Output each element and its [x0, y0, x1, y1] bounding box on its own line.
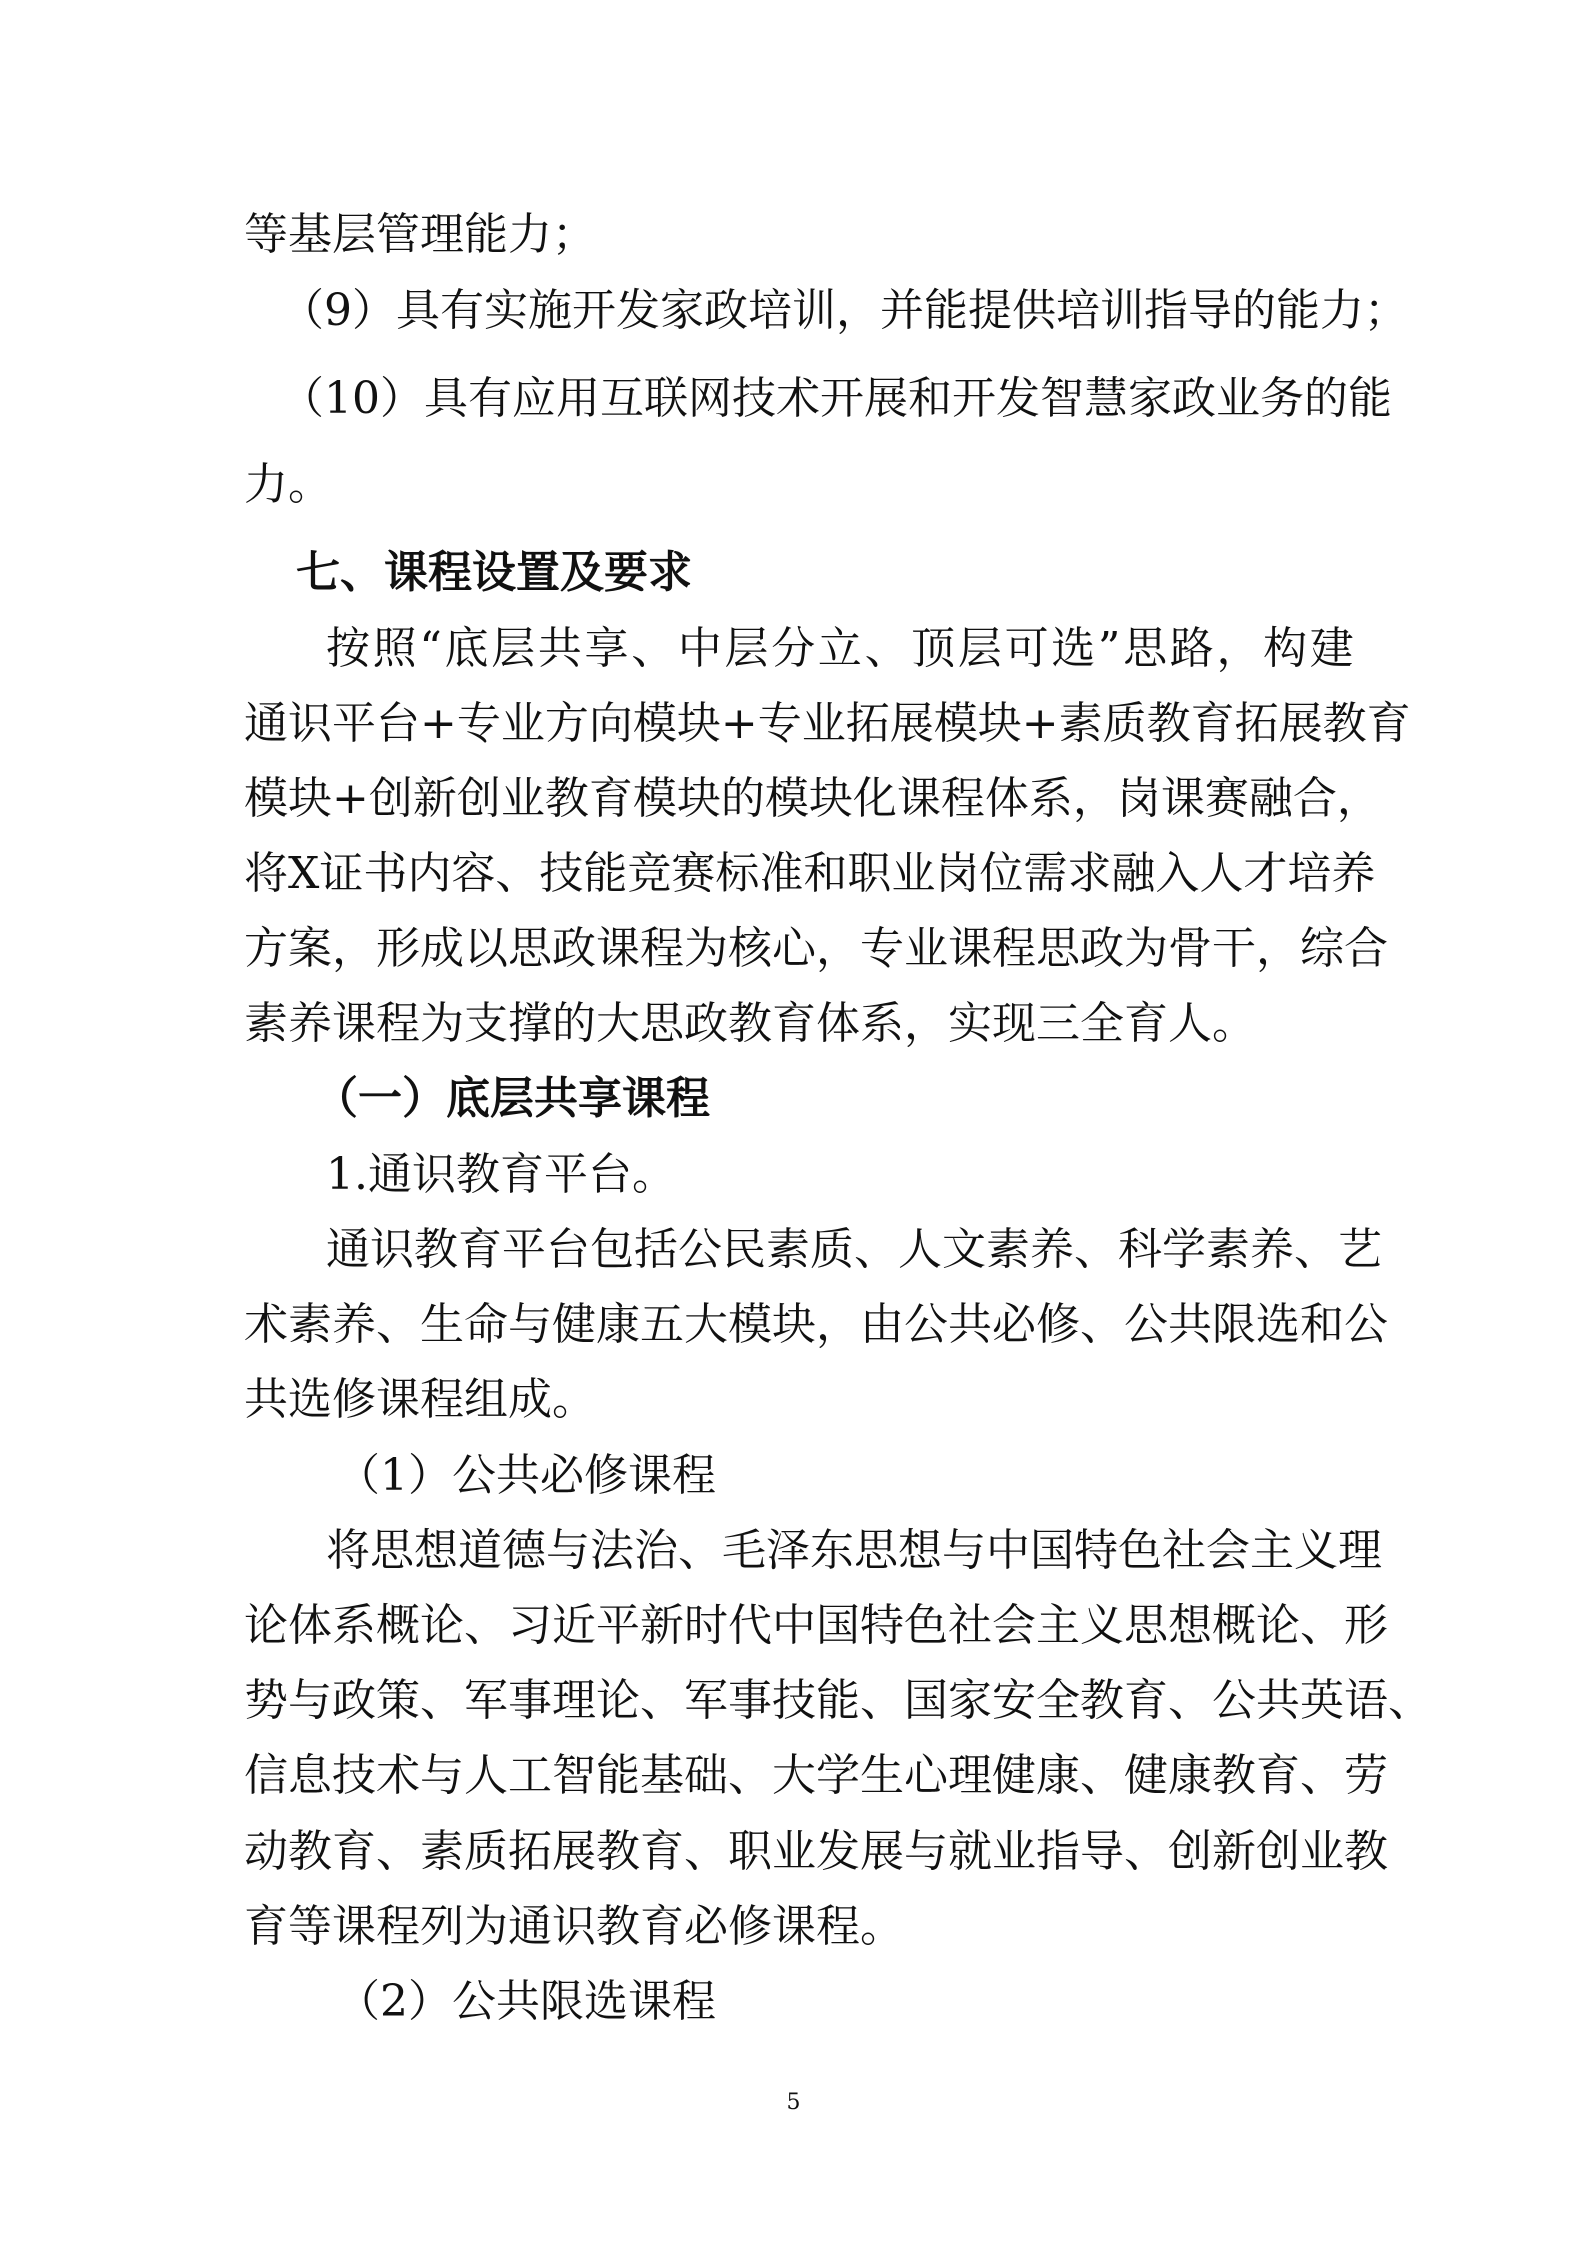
text-line-6: 按 照 “ 底 层 共 享 、 中 层 分 立 、 顶 层 可 选 ” 思 路 ， 构 建 [326, 623, 1354, 674]
text-line-13: 1.通识教育平台。 [326, 1149, 676, 1200]
section-heading: 七、课程设置及要求 [296, 547, 692, 598]
text-line-21: 信 息 技 术 与 人 工 智 能 基 础 、 大 学 生 心 理 健 康 、 健 康 教 育 、 劳 [244, 1750, 1388, 1801]
text-line-23: 育等课程列为通识教育必修课程。 [244, 1901, 904, 1952]
text-line-2: （ 9 ） 具 有 实 施 开 发 家 政 培 训 ， 并 能 提 供 培 训 指 导 的 能 力 ； [280, 285, 1408, 336]
text-line-19: 论 体 系 概 论 、 习 近 平 新 时 代 中 国 特 色 社 会 主 义 思 想 概 论 、 形 [244, 1600, 1388, 1651]
text-line-20: 势 与 政 策 、 军 事 理 论 、 军 事 技 能 、 国 家 安 全 教 育 、 公 共 英 语 、 [244, 1675, 1432, 1726]
text-line-8: 模 块 + 创 新 创 业 教 育 模 块 的 模 块 化 课 程 体 系 ， 岗 课 赛 融 合 ， [244, 773, 1381, 824]
text-line-15: 术 素 养 、 生 命 与 健 康 五 大 模 块 ， 由 公 共 必 修 、 公 共 限 选 和 公 [244, 1299, 1388, 1350]
text-line-11: 素养课程为支撑的大思政教育体系，实现三全育人。 [244, 998, 1256, 1049]
text-line-1: 等基层管理能力； [244, 209, 596, 260]
subsection-heading: （一）底层共享课程 [314, 1073, 710, 1124]
text-line-24: （2）公共限选课程 [336, 1976, 716, 2027]
text-line-4: 力。 [244, 459, 332, 510]
page-number: 5 [786, 2090, 801, 2115]
text-line-10: 方 案 ， 形 成 以 思 政 课 程 为 核 心 ， 专 业 课 程 思 政 为 骨 干 ， 综 合 [244, 923, 1388, 974]
text-line-9: 将 X 证 书 内 容 、 技 能 竞 赛 标 准 和 职 业 岗 位 需 求 融 入 人 才 培 养 [244, 848, 1376, 899]
text-line-17: （1）公共必修课程 [336, 1450, 716, 1501]
text-line-18: 将 思 想 道 德 与 法 治 、 毛 泽 东 思 想 与 中 国 特 色 社 会 主 义 理 [326, 1525, 1382, 1576]
text-line-3: （ 10 ） 具 有 应 用 互 联 网 技 术 开 展 和 开 发 智 慧 家 政 业 务 的 能 [280, 373, 1392, 424]
text-line-22: 动 教 育 、 素 质 拓 展 教 育 、 职 业 发 展 与 就 业 指 导 、 创 新 创 业 教 [244, 1826, 1388, 1877]
text-line-14: 通 识 教 育 平 台 包 括 公 民 素 质 、 人 文 素 养 、 科 学 素 养 、 艺 [326, 1224, 1382, 1275]
text-line-16: 共选修课程组成。 [244, 1374, 596, 1425]
text-line-7: 通 识 平 台 + 专 业 方 向 模 块 + 专 业 拓 展 模 块 + 素 质 教 育 拓 展 教 育 [244, 698, 1411, 749]
